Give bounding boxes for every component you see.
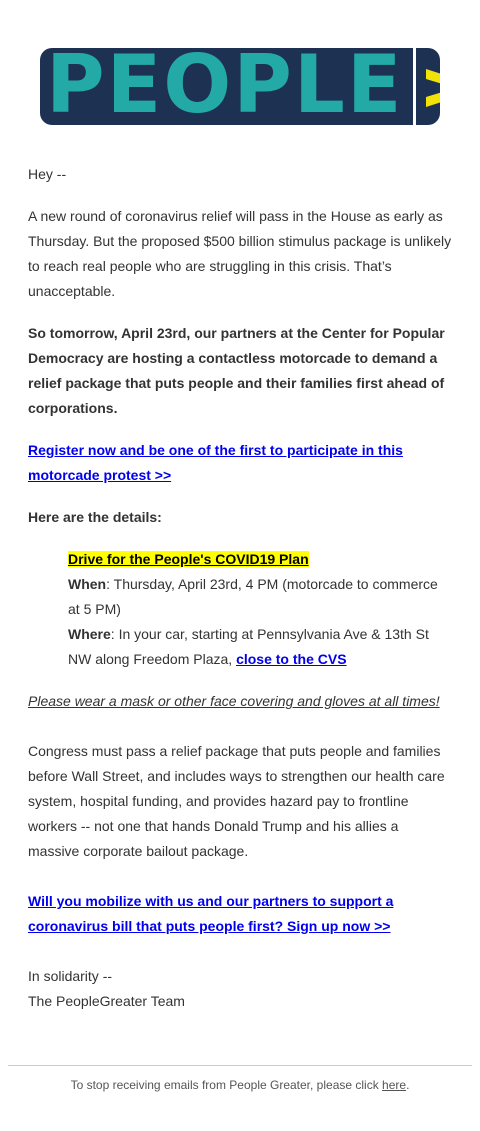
when-label: When <box>68 576 107 592</box>
email-body <box>28 162 453 1014</box>
people-greater-logo <box>40 48 440 125</box>
intro-paragraph: A new round of coronavirus relief will pass in the House as early as Thursday. But the proposed $500 billion stimulus package is unlikely to reach real people who are struggling in this crisis. That’s unacceptable. <box>28 208 452 299</box>
details-heading: Here are the details: <box>28 509 162 525</box>
register-link[interactable]: Register now and be one of the first to participate in this motorcade protest >> <box>28 442 403 483</box>
signoff <box>28 964 453 1014</box>
where-line <box>68 622 453 672</box>
greater-than-icon <box>424 69 440 107</box>
event-title-line <box>68 547 453 572</box>
unsubscribe-link[interactable]: here <box>382 1078 407 1092</box>
register-paragraph <box>28 438 453 488</box>
congress-paragraph: Congress must pass a relief package that puts people and families before Wall Street, and includes ways to strengthen our health care system, hospital funding, and provides hazard pay to frontline workers -- not one that hands Donald Trump and his allies a massive corporate bailout package. <box>28 743 445 859</box>
footer-divider <box>8 1065 472 1066</box>
mask-note: Please wear a mask or other face covering and gloves at all times! <box>28 693 440 709</box>
announcement-paragraph: So tomorrow, April 23rd, our partners at the Center for Popular Democracy are hosting a contactless motorcade to demand a relief package that puts people and their families first ahead of corporations. <box>28 325 445 416</box>
footer <box>0 1076 480 1094</box>
where-value: : In your car, starting at Pennsylvania Ave & 13th St NW along Freedom Plaza, <box>68 626 429 667</box>
when-line <box>68 572 453 622</box>
mobilize-paragraph <box>28 889 453 939</box>
unsubscribe-text: To stop receiving emails from People Greater, please click <box>70 1078 383 1092</box>
signoff-team: The PeopleGreater Team <box>28 993 185 1009</box>
logo-text: PEOPLE <box>46 48 404 125</box>
spacer <box>28 731 453 739</box>
footer-period: . <box>406 1078 410 1092</box>
cvs-link[interactable]: close to the CVS <box>236 651 347 667</box>
when-value: : Thursday, April 23rd, 4 PM (motorcade to commerce at 5 PM) <box>68 576 438 617</box>
signoff-line: In solidarity -- <box>28 968 113 984</box>
mobilize-link[interactable]: Will you mobilize with us and our partners to support a coronavirus bill that puts people first? Sign up now >> <box>28 893 394 934</box>
event-details <box>68 547 453 672</box>
logo-banner <box>40 48 440 125</box>
where-label: Where <box>68 626 111 642</box>
spacer <box>28 956 453 964</box>
greeting: Hey -- <box>28 166 67 182</box>
event-title: Drive for the People's COVID19 Plan <box>68 551 309 567</box>
logo-separator <box>413 48 416 125</box>
spacer <box>28 881 453 889</box>
